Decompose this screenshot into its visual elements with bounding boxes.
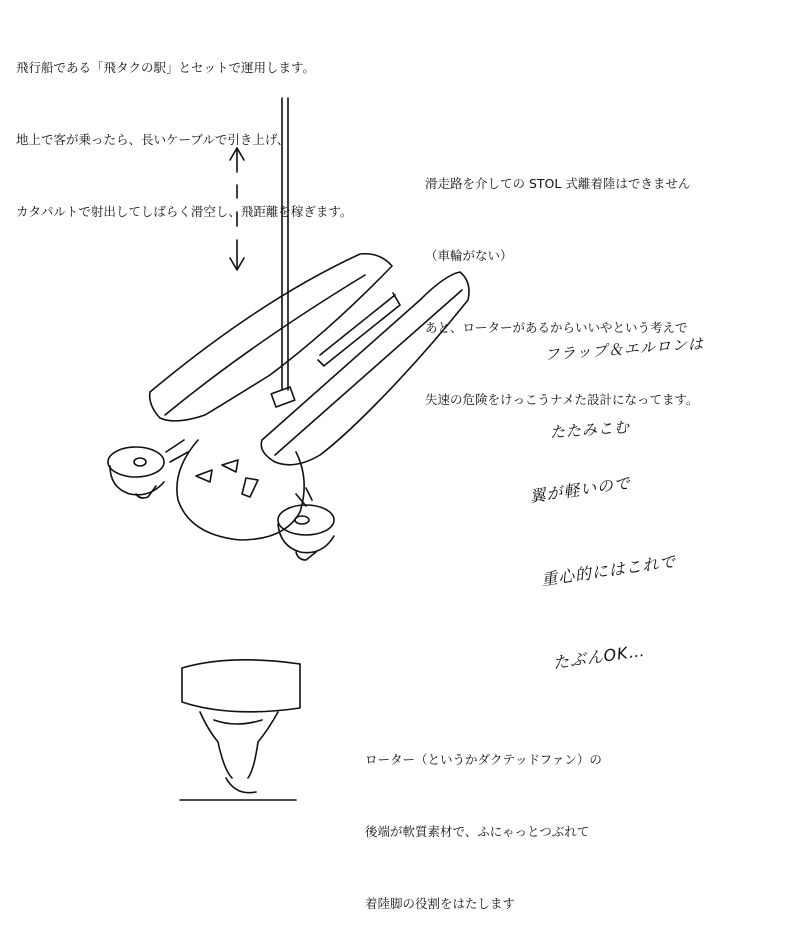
stol-line: 失速の危険をけっこうナメた設計になってます。: [425, 392, 699, 407]
stol-line: （車輪がない）: [425, 248, 513, 263]
intro-paragraph: [16, 8, 352, 248]
flap-line: たたみこむ: [549, 418, 631, 442]
wing-line: たぶんOK…: [551, 640, 647, 673]
left-wing-flap-line: [165, 275, 365, 415]
stol-line: あと、ローターがあるからいいやという考えで: [425, 320, 688, 335]
intro-line: 飛行船である「飛タクの駅」とセットで運用します。: [16, 60, 316, 75]
rotor-paragraph: [365, 700, 602, 940]
fuselage: [177, 440, 304, 540]
rotor-detail-sketch: [180, 660, 300, 800]
cable-hook: [271, 387, 295, 407]
wing-line: 翼が軽いので: [528, 473, 633, 507]
canopy-windows: [196, 460, 258, 497]
right-rotor: [278, 488, 334, 560]
rotor-line: 後端が軟質素材で、ふにゃっとつぶれて: [365, 824, 590, 839]
left-rotor: [108, 440, 188, 498]
intro-line: 地上で客が乗ったら、長いケーブルで引き上げ、: [16, 132, 290, 147]
rotor-line: ローター（というかダクテッドファン）の: [365, 752, 602, 767]
stol-line: 滑走路を介しての STOL 式離着陸はできません: [425, 176, 691, 191]
left-wing: [150, 254, 392, 421]
wing-line: 重心的にはこれで: [540, 551, 678, 590]
intro-line: カタパルトで射出してしばらく滑空し、飛距離を稼ぎます。: [16, 204, 353, 219]
rotor-line: 着陸脚の役割をはたします: [365, 896, 516, 911]
flap-line: フラップ＆エルロンは: [543, 334, 705, 364]
